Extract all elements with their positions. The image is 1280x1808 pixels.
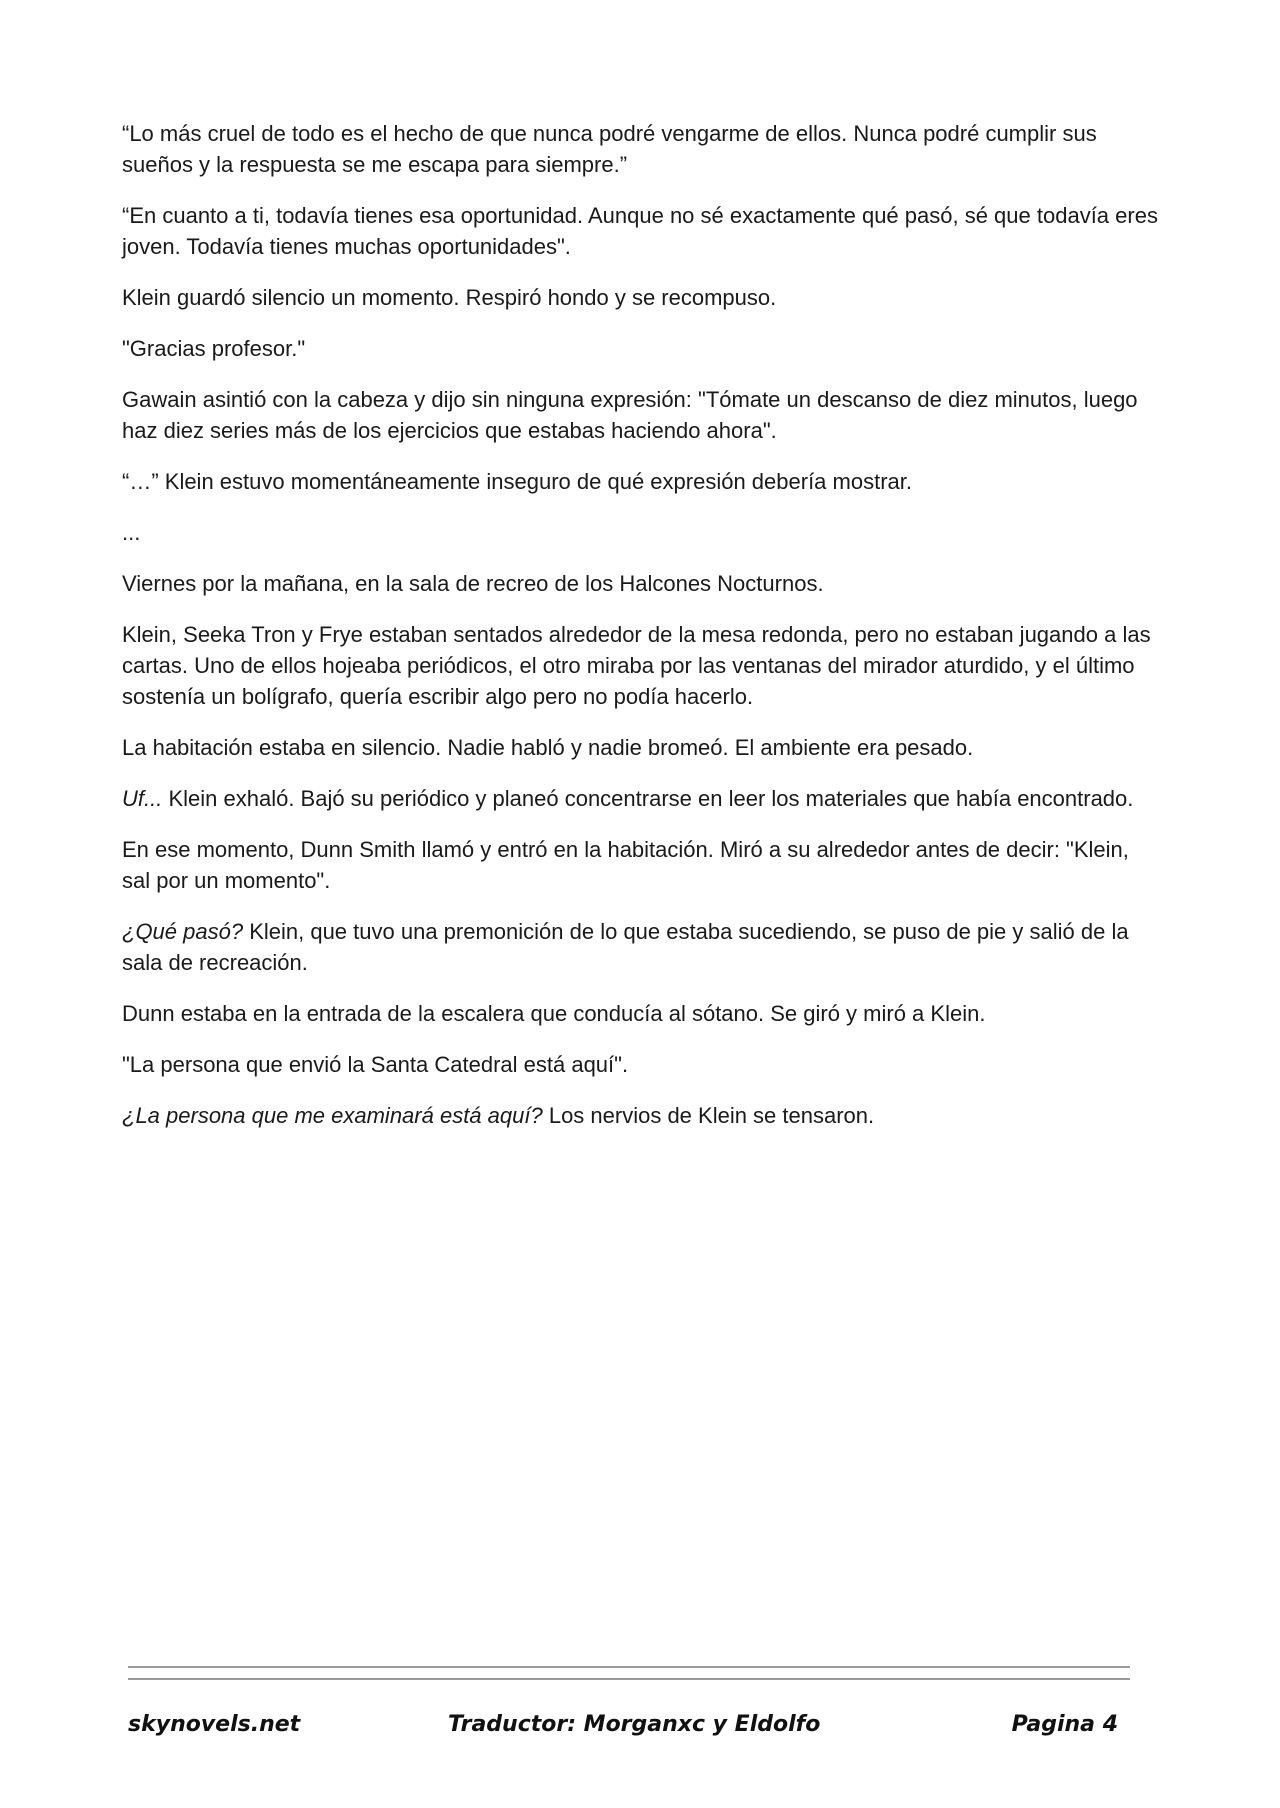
body-text [122, 118, 1162, 1151]
paragraph-text: "La persona que envió la Santa Catedral está aquí". [122, 1052, 629, 1077]
paragraph [122, 619, 1162, 712]
italic-thought: ¿La persona que me examinará está aquí? [122, 1103, 543, 1128]
paragraph-text: “En cuanto a ti, todavía tienes esa oportunidad. Aunque no sé exactamente qué pasó, sé que todavía eres joven. Todavía tienes muchas oportunidades". [122, 203, 1158, 259]
paragraph [122, 118, 1162, 180]
paragraph-text: Klein exhaló. Bajó su periódico y planeó concentrarse en leer los materiales que había encontrado. [162, 786, 1134, 811]
paragraph [122, 200, 1162, 262]
paragraph [122, 466, 1162, 497]
paragraph-text: Los nervios de Klein se tensaron. [542, 1103, 875, 1128]
page-footer [128, 1712, 1118, 1746]
paragraph [122, 998, 1162, 1029]
footer-translator: Traductor: Morganxc y Eldolfo [448, 1712, 821, 1737]
paragraph-text: Gawain asintió con la cabeza y dijo sin ninguna expresión: "Tómate un descanso de diez minutos, luego haz diez series más de los ejercicios que estabas haciendo ahora". [122, 387, 1138, 443]
paragraph-text: Klein, que tuvo una premonición de lo que estaba sucediendo, se puso de pie y salió de la sala de recreación. [122, 919, 1129, 975]
italic-thought: Uf... [122, 786, 163, 811]
paragraph [122, 517, 1162, 548]
footer-page-number: Pagina 4 [1011, 1712, 1118, 1737]
italic-thought: ¿Qué pasó? [122, 919, 244, 944]
footer-rule-top [128, 1666, 1130, 1668]
paragraph [122, 1100, 1162, 1131]
paragraph-text: Viernes por la mañana, en la sala de recreo de los Halcones Nocturnos. [122, 571, 824, 596]
paragraph-text: “…” Klein estuvo momentáneamente inseguro de qué expresión debería mostrar. [122, 469, 912, 494]
paragraph [122, 916, 1162, 978]
paragraph [122, 1049, 1162, 1080]
paragraph-text: Klein, Seeka Tron y Frye estaban sentados alrededor de la mesa redonda, pero no estaban jugando a las cartas. Uno de ellos hojeaba periódicos, el otro miraba por las ventanas del mirador aturdido, y el último sostenía un bolígrafo, quería escribir algo pero no podía hacerlo. [122, 622, 1151, 709]
paragraph [122, 732, 1162, 763]
paragraph-text: “Lo más cruel de todo es el hecho de que nunca podré vengarme de ellos. Nunca podré cumplir sus sueños y la respuesta se me escapa para siempre.” [122, 121, 1097, 177]
paragraph [122, 282, 1162, 313]
paragraph [122, 834, 1162, 896]
paragraph-text: Klein guardó silencio un momento. Respiró hondo y se recompuso. [122, 285, 777, 310]
paragraph-text: Dunn estaba en la entrada de la escalera que conducía al sótano. Se giró y miró a Klein. [122, 1001, 986, 1026]
paragraph [122, 568, 1162, 599]
paragraph [122, 333, 1162, 364]
paragraph-text: La habitación estaba en silencio. Nadie habló y nadie bromeó. El ambiente era pesado. [122, 735, 974, 760]
footer-site: skynovels.net [128, 1712, 301, 1737]
footer-divider [128, 1666, 1130, 1690]
paragraph [122, 384, 1162, 446]
paragraph-text: "Gracias profesor." [122, 336, 306, 361]
paragraph-text: ... [122, 520, 141, 545]
paragraph-text: En ese momento, Dunn Smith llamó y entró en la habitación. Miró a su alrededor antes de decir: "Klein, sal por un momento". [122, 837, 1129, 893]
footer-rule-bottom [128, 1678, 1130, 1680]
paragraph [122, 783, 1162, 814]
